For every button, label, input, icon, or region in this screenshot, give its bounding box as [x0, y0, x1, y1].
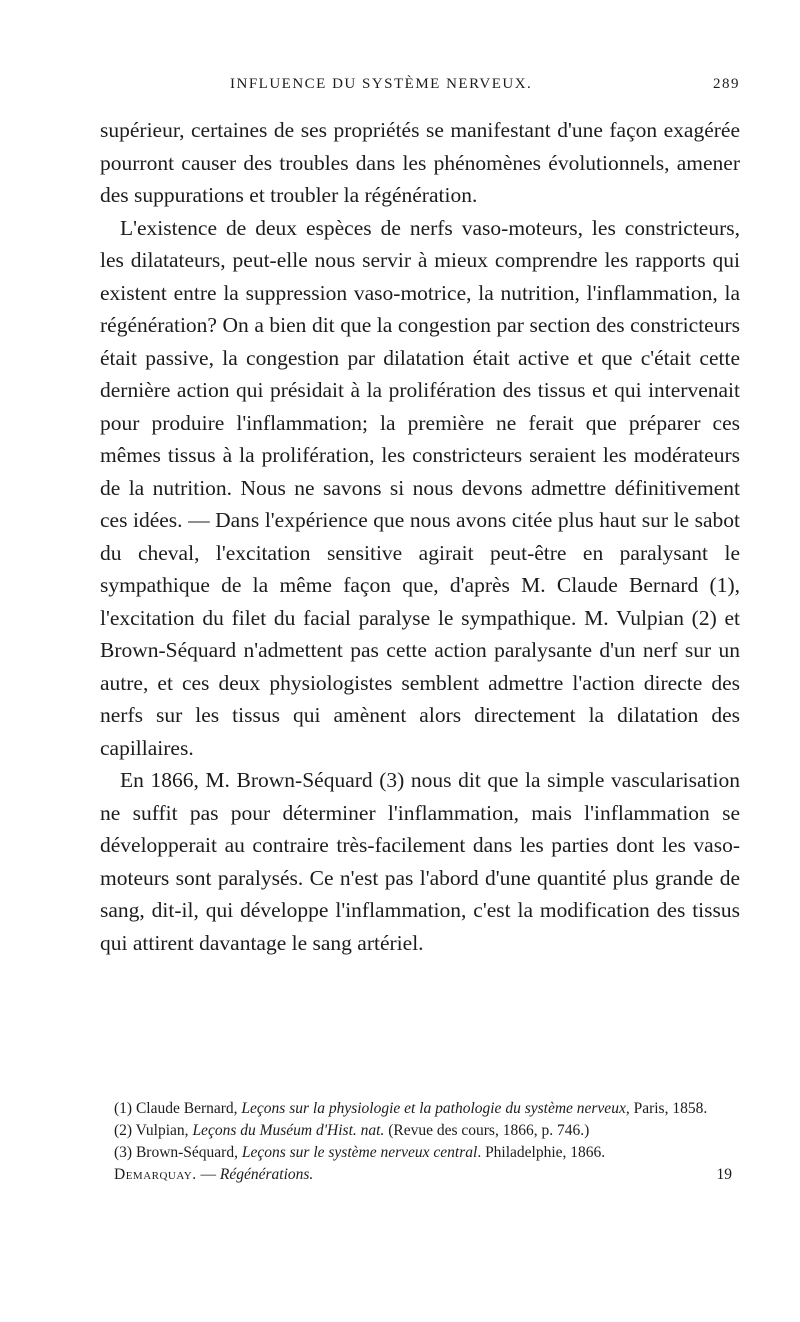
footnote-suffix: . Philadelphie, 1866. — [477, 1144, 606, 1161]
footnote-title: Leçons sur la physiologie et la pathologie du système nerveux — [241, 1100, 626, 1117]
footnote-title: Leçons du Muséum d'Hist. nat. — [192, 1122, 385, 1139]
running-title: INFLUENCE DU SYSTÈME NERVEUX. — [230, 76, 533, 92]
footnote-suffix: (Revue des cours, 1866, p. 746.) — [384, 1122, 590, 1139]
paragraph: En 1866, M. Brown-Séquard (3) nous dit que la simple vascularisation ne suffit pas pour déterminer l'inflammation, mais l'inflammation se développerait au contraire très-facilement dans les parties dont les vaso-moteurs sont paralysés. Ce n'est pas l'abord d'une quantité plus grande de sang, dit-il, qui développe l'inflammation, c'est la modification des tissus qui attirent davantage le sang artériel. — [100, 768, 740, 955]
footnote-3 — [100, 1142, 740, 1164]
footnote-2 — [100, 1120, 740, 1142]
body-text — [100, 114, 740, 959]
page-number: 289 — [713, 76, 740, 92]
paragraph: L'existence de deux espèces de nerfs vaso-moteurs, les constricteurs, les dilatateurs, peut-elle nous servir à mieux comprendre les rapports qui existent entre la suppression vaso-motrice, la nutrition, l'inflammation, la régénération? On a bien dit que la congestion par section des constricteurs était passive, la congestion par dilatation était active et que c'était cette dernière action qui présidait à la prolifération des tissus et qui intervenait pour produire l'inflammation; la première ne ferait que préparer ces mêmes tissus à la prolifération, les constricteurs seraient les modérateurs de la nutrition. Nous ne savons si nous devons admettre définitivement ces idées. — Dans l'expérience que nous avons citée plus haut sur le sabot du cheval, l'excitation sensitive agirait peut-être en paralysant le sympathique de la même façon que, d'après M. Claude Bernard (1), l'excitation du filet du facial paralyse le sympathique. M. Vulpian (2) et Brown-Séquard n'admettent pas cette action paralysante d'un nerf sur un autre, et ces deux physiologistes semblent admettre l'action directe des nerfs sur les tissus qui amènent alors directement la dilatation des capillaires. — [100, 215, 740, 760]
footnote-prefix: (1) Claude Bernard, — [114, 1100, 242, 1117]
footnote-title: Leçons sur le système nerveux central — [241, 1144, 478, 1161]
footnotes — [100, 1098, 740, 1186]
signature-title: Régénérations. — [219, 1166, 314, 1183]
footnote-1 — [100, 1098, 740, 1120]
paragraph-continuation: supérieur, certaines de ses propriétés se manifestant d'une façon exagérée pourront causer des troubles dans les phénomènes évolutionnels, amener des suppurations et troubler la régénération. — [100, 118, 740, 207]
signature-author: Demarquay. — [114, 1166, 197, 1183]
signature-sheet-number: 19 — [716, 1166, 732, 1183]
footnote-prefix: (2) Vulpian, — [114, 1122, 193, 1139]
signature-separator: — — [196, 1166, 220, 1183]
running-head — [100, 76, 740, 98]
footnote-prefix: (3) Brown-Séquard, — [114, 1144, 242, 1161]
footnote-suffix: , Paris, 1858. — [625, 1100, 708, 1117]
signature-line — [100, 1164, 740, 1186]
